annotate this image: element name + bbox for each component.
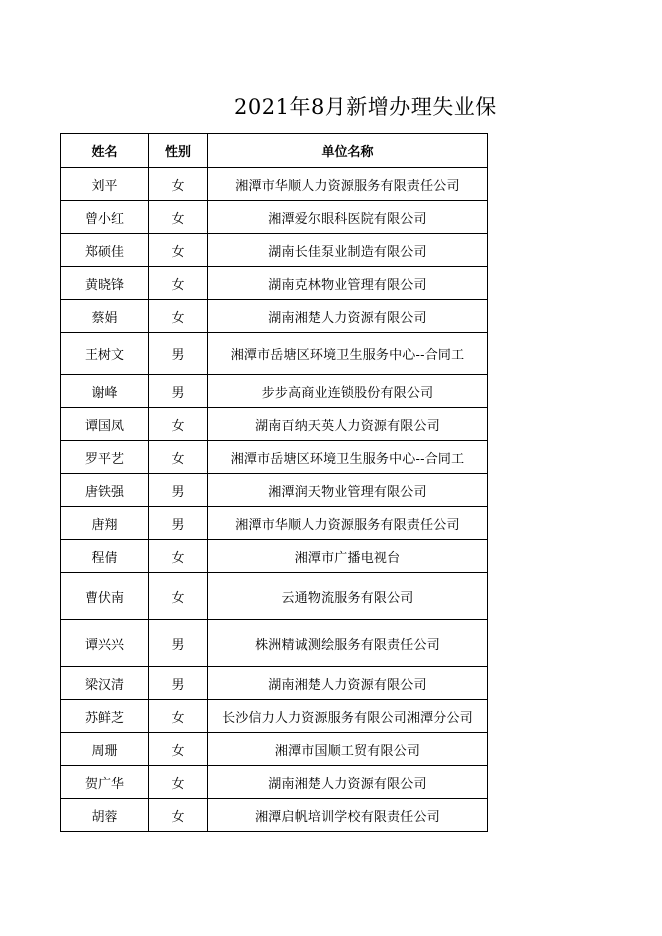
cell-unit: 湖南湘楚人力资源有限公司 xyxy=(208,667,488,700)
cell-gender: 男 xyxy=(149,507,208,540)
cell-name: 蔡娟 xyxy=(61,300,149,333)
cell-unit: 步步高商业连锁股份有限公司 xyxy=(208,375,488,408)
table-row xyxy=(61,333,488,375)
cell-name: 梁汉清 xyxy=(61,667,149,700)
table-row xyxy=(61,733,488,766)
cell-gender: 女 xyxy=(149,267,208,300)
cell-name: 谢峰 xyxy=(61,375,149,408)
table-row xyxy=(61,408,488,441)
cell-gender: 女 xyxy=(149,766,208,799)
cell-unit: 湘潭启帆培训学校有限责任公司 xyxy=(208,799,488,832)
table-row xyxy=(61,375,488,408)
roster-table xyxy=(60,133,488,832)
cell-name: 曾小红 xyxy=(61,201,149,234)
cell-name: 程倩 xyxy=(61,540,149,573)
cell-gender: 女 xyxy=(149,441,208,474)
cell-unit: 湖南克林物业管理有限公司 xyxy=(208,267,488,300)
cell-unit: 湘潭市华顺人力资源服务有限责任公司 xyxy=(208,507,488,540)
cell-unit: 株洲精诚测绘服务有限责任公司 xyxy=(208,620,488,667)
cell-unit: 湘潭爱尔眼科医院有限公司 xyxy=(208,201,488,234)
cell-gender: 男 xyxy=(149,620,208,667)
table-row xyxy=(61,267,488,300)
table-row xyxy=(61,620,488,667)
cell-gender: 女 xyxy=(149,540,208,573)
cell-name: 曹伏南 xyxy=(61,573,149,620)
cell-unit: 湖南湘楚人力资源有限公司 xyxy=(208,766,488,799)
cell-gender: 女 xyxy=(149,573,208,620)
cell-gender: 女 xyxy=(149,799,208,832)
cell-name: 谭兴兴 xyxy=(61,620,149,667)
cell-name: 唐翔 xyxy=(61,507,149,540)
cell-gender: 男 xyxy=(149,667,208,700)
cell-name: 黄晓锋 xyxy=(61,267,149,300)
cell-name: 谭国凤 xyxy=(61,408,149,441)
cell-gender: 女 xyxy=(149,201,208,234)
cell-name: 周珊 xyxy=(61,733,149,766)
cell-name: 唐铁强 xyxy=(61,474,149,507)
table-row xyxy=(61,168,488,201)
table-row xyxy=(61,441,488,474)
cell-gender: 男 xyxy=(149,333,208,375)
cell-gender: 女 xyxy=(149,700,208,733)
cell-unit: 长沙信力人力资源服务有限公司湘潭分公司 xyxy=(208,700,488,733)
cell-unit: 湘潭市国顺工贸有限公司 xyxy=(208,733,488,766)
cell-name: 罗平艺 xyxy=(61,441,149,474)
page-title: 2021年8月新增办理失业保 xyxy=(234,95,497,119)
cell-gender: 女 xyxy=(149,234,208,267)
cell-unit: 湘潭市岳塘区环境卫生服务中心--合同工 xyxy=(208,441,488,474)
cell-unit: 湖南百纳天英人力资源有限公司 xyxy=(208,408,488,441)
cell-unit: 湘潭市岳塘区环境卫生服务中心--合同工 xyxy=(208,333,488,375)
table-row xyxy=(61,201,488,234)
table-row xyxy=(61,507,488,540)
table-row xyxy=(61,234,488,267)
cell-name: 王树文 xyxy=(61,333,149,375)
table-row xyxy=(61,300,488,333)
cell-name: 郑硕佳 xyxy=(61,234,149,267)
cell-unit: 湖南长佳泵业制造有限公司 xyxy=(208,234,488,267)
cell-gender: 男 xyxy=(149,375,208,408)
table-row xyxy=(61,799,488,832)
cell-unit: 云通物流服务有限公司 xyxy=(208,573,488,620)
header-gender: 性别 xyxy=(149,134,208,168)
header-name: 姓名 xyxy=(61,134,149,168)
header-unit: 单位名称 xyxy=(208,134,488,168)
table-row xyxy=(61,667,488,700)
table-row xyxy=(61,700,488,733)
cell-gender: 女 xyxy=(149,733,208,766)
table-row xyxy=(61,766,488,799)
cell-unit: 湖南湘楚人力资源有限公司 xyxy=(208,300,488,333)
header-row xyxy=(61,134,488,168)
cell-gender: 女 xyxy=(149,408,208,441)
cell-gender: 女 xyxy=(149,300,208,333)
cell-unit: 湘潭润天物业管理有限公司 xyxy=(208,474,488,507)
cell-gender: 男 xyxy=(149,474,208,507)
table-row xyxy=(61,573,488,620)
cell-unit: 湘潭市广播电视台 xyxy=(208,540,488,573)
cell-name: 刘平 xyxy=(61,168,149,201)
table-row xyxy=(61,540,488,573)
table-row xyxy=(61,474,488,507)
cell-gender: 女 xyxy=(149,168,208,201)
cell-name: 胡蓉 xyxy=(61,799,149,832)
cell-name: 贺广华 xyxy=(61,766,149,799)
cell-name: 苏鲜芝 xyxy=(61,700,149,733)
cell-unit: 湘潭市华顺人力资源服务有限责任公司 xyxy=(208,168,488,201)
